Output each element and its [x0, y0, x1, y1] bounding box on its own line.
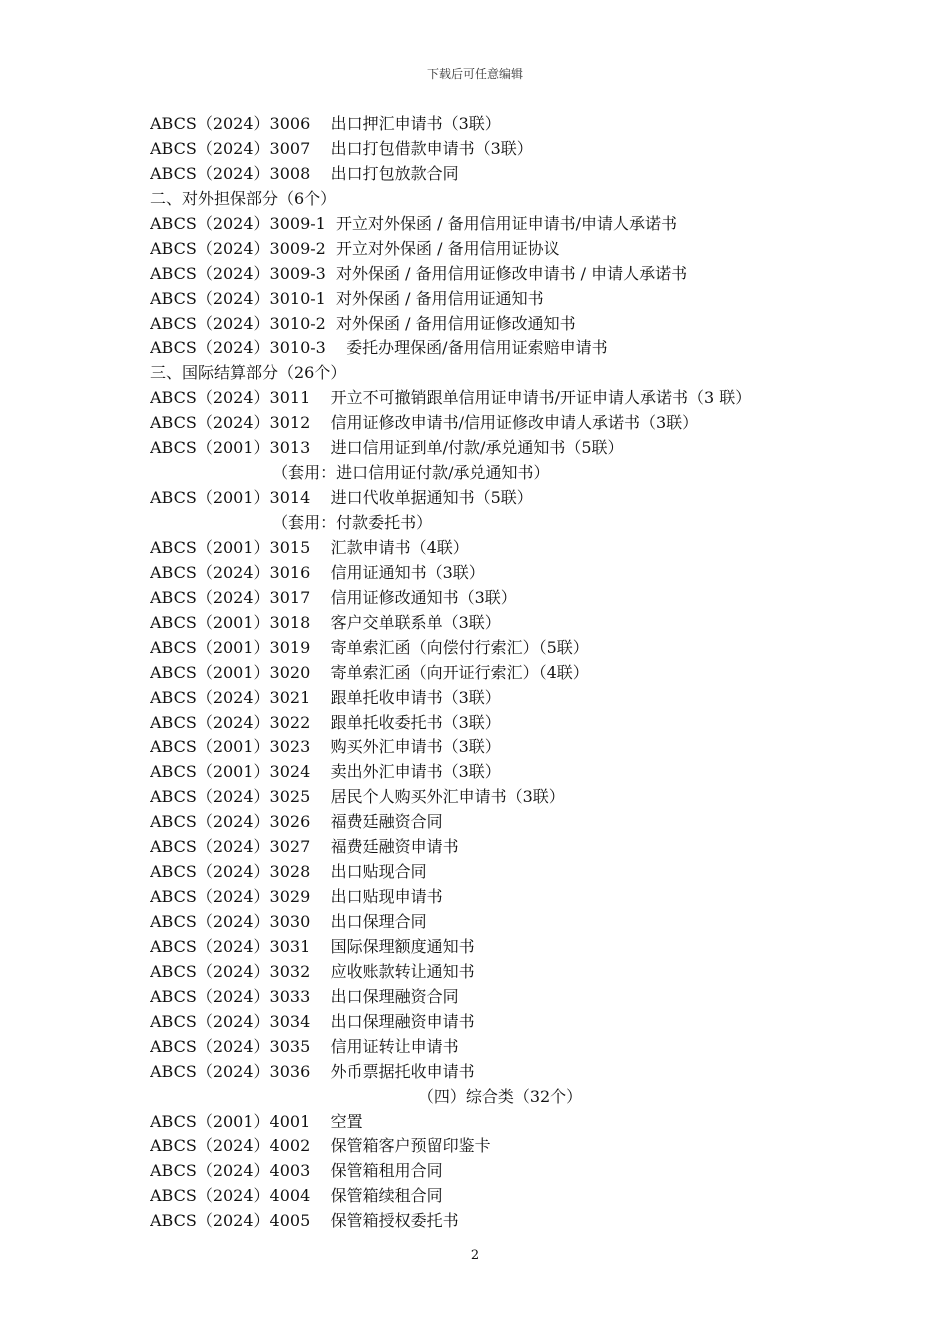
- document-line: ABCS（2024）3008 出口打包放款合同: [150, 163, 459, 183]
- document-line: ABCS（2024）4004 保管箱续租合同: [150, 1186, 443, 1206]
- document-line: ABCS（2001）4001 空置: [150, 1111, 363, 1131]
- document-line: ABCS（2001）3020 寄单索汇函（向开证行索汇）（4联）: [150, 662, 589, 682]
- document-line: 三、国际结算部分（26个）: [150, 363, 347, 383]
- document-line: ABCS（2001）3015 汇款申请书（4联）: [150, 537, 469, 557]
- document-line: ABCS（2024）3026 福费廷融资合同: [150, 812, 443, 832]
- document-line: ABCS（2024）3025 居民个人购买外汇申请书（3联）: [150, 787, 565, 807]
- document-line: ABCS（2024）3009-2 开立对外保函 / 备用信用证协议: [150, 238, 560, 258]
- document-line: ABCS（2024）4002 保管箱客户预留印鉴卡: [150, 1136, 491, 1156]
- document-line: ABCS（2024）4005 保管箱授权委托书: [150, 1211, 459, 1231]
- document-line: ABCS（2024）3010-2 对外保函 / 备用信用证修改通知书: [150, 313, 576, 333]
- document-line: ABCS（2024）3011 开立不可撤销跟单信用证申请书/开证申请人承诺书（3 联）: [150, 388, 752, 408]
- document-line: （套用：付款委托书）: [150, 513, 433, 532]
- document-line: ABCS（2024）3009-3 对外保函 / 备用信用证修改申请书 / 申请人承诺书: [150, 263, 688, 283]
- document-line: ABCS（2001）3024 卖出外汇申请书（3联）: [150, 762, 501, 782]
- document-line: ABCS（2024）3031 国际保理额度通知书: [150, 936, 475, 956]
- document-line: ABCS（2024）3010-3 委托办理保函/备用信用证索赔申请书: [150, 338, 608, 358]
- document-line: ABCS（2001）3019 寄单索汇函（向偿付行索汇）（5联）: [150, 637, 589, 657]
- document-line: ABCS（2001）3018 客户交单联系单（3联）: [150, 612, 501, 632]
- document-line: ABCS（2024）4003 保管箱租用合同: [150, 1161, 443, 1181]
- document-line: ABCS（2024）3021 跟单托收申请书（3联）: [150, 687, 501, 707]
- document-line: ABCS（2001）3013 进口信用证到单/付款/承兑通知书（5联）: [150, 438, 624, 458]
- document-line: 二、对外担保部分（6个）: [150, 188, 337, 208]
- document-line: ABCS（2024）3027 福费廷融资申请书: [150, 837, 459, 857]
- document-line: ABCS（2024）3033 出口保理融资合同: [150, 986, 459, 1006]
- page-number: 2: [470, 1248, 480, 1263]
- document-line: ABCS（2024）3012 信用证修改申请书/信用证修改申请人承诺书（3联）: [150, 413, 699, 433]
- document-line: ABCS（2024）3022 跟单托收委托书（3联）: [150, 712, 501, 732]
- section-heading: （四）综合类（32个）: [417, 1086, 583, 1106]
- document-line: ABCS（2024）3016 信用证通知书（3联）: [150, 562, 485, 582]
- document-line: （套用：进口信用证付款/承兑通知书）: [150, 463, 550, 483]
- document-line: ABCS（2024）3017 信用证修改通知书（3联）: [150, 587, 517, 607]
- document-line: ABCS（2024）3028 出口贴现合同: [150, 862, 427, 882]
- document-line: ABCS（2024）3009-1 开立对外保函 / 备用信用证申请书/申请人承诺书: [150, 213, 677, 233]
- document-line: ABCS（2024）3030 出口保理合同: [150, 912, 427, 931]
- document-line: ABCS（2001）3014 进口代收单据通知书（5联）: [150, 488, 533, 508]
- document-line: ABCS（2024）3010-1 对外保函 / 备用信用证通知书: [150, 288, 544, 308]
- document-line: ABCS（2001）3023 购买外汇申请书（3联）: [150, 737, 501, 757]
- document-line: ABCS（2024）3032 应收账款转让通知书: [150, 961, 475, 981]
- document-line: ABCS（2024）3035 信用证转让申请书: [150, 1036, 459, 1056]
- document-line: ABCS（2024）3006 出口押汇申请书（3联）: [150, 114, 501, 133]
- document-line: ABCS（2024）3036 外币票据托收申请书: [150, 1061, 475, 1081]
- document-line: ABCS（2024）3029 出口贴现申请书: [150, 887, 443, 907]
- page-header: 下载后可任意编辑: [426, 67, 523, 81]
- document-line: ABCS（2024）3034 出口保理融资申请书: [150, 1011, 475, 1031]
- document-body: [150, 112, 850, 1234]
- document-line: ABCS（2024）3007 出口打包借款申请书（3联）: [150, 138, 533, 158]
